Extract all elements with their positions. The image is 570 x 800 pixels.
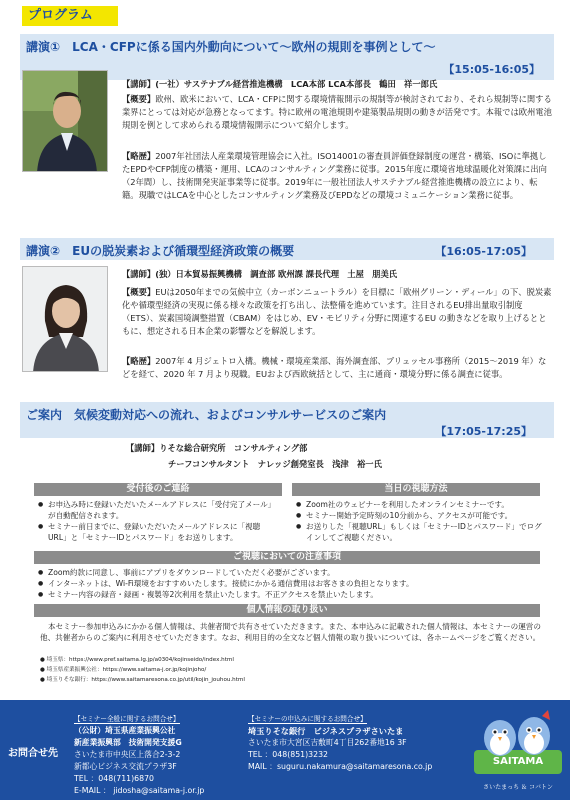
lecture2-header	[20, 238, 554, 260]
program-tag: プログラム	[22, 6, 118, 26]
after-registration-heading: 受付後のご連絡	[34, 483, 282, 496]
contact-line: （公財）埼玉県産業振興公社	[74, 726, 176, 735]
contact-left	[74, 706, 204, 797]
mascot-caption: さいたまっち ＆ コバトン	[483, 784, 553, 791]
contact-line: 新都心ビジネス交流プラザ3F	[74, 762, 177, 771]
lecture2-overview	[122, 286, 552, 338]
contact-right-header: 【セミナーの申込みに関するお問合せ】	[248, 715, 367, 723]
mascot	[472, 706, 564, 794]
overview-text: 欧州、欧米において、LCA・CFPに関する環境情報開示の規制等が検討されており、それら規制等に関する業界にとっては対応が急務となってます。特に欧州の電池規則や建築製品規則の動きが活発です。本報では欧州電池規則を例として求められる環境情報開示について紹介します。	[122, 94, 552, 130]
guidance-header	[20, 402, 554, 438]
list-item: ● お申込み時に登録いただいたメールアドレスに「受付完了メール」が自動配信されます。	[38, 499, 278, 521]
list-item: ● インターネットは、Wi-Fi環境をおすすめいたします。接続にかかる通信費用はお客さまの負担となります。	[38, 578, 548, 589]
bio-text: 2007年 4 月ジェトロ入構。機械・環境産業部、海外調査部、ブリュッセル事務所（2015～2019 年）などを経て、2020 年 7 月より現職。EUおよび西欧統括として、主に通商・環境分野に係る調査に従事。	[122, 356, 547, 379]
speaker-photo-woman	[23, 267, 108, 372]
lecture2-title: 講演② EUの脱炭素および循環型経済政策の概要	[26, 244, 295, 258]
contact-left-header: 【セミナー全般に関するお問合せ】	[74, 715, 180, 723]
contact-line: さいたま市大宮区吉敷町4丁目262番地16 3F	[248, 738, 407, 747]
contact-right	[248, 706, 432, 773]
link-text[interactable]: 埼玉りそな銀行：https://www.saitamaresona.co.jp/util/kojin_jouhou.html	[46, 677, 245, 683]
contact-label: お問合せ先	[8, 748, 58, 759]
list-item: ● セミナー内容の録音・録画・複製等2次利用を禁止いたします。不正アクセスを禁止いたします。	[38, 589, 548, 600]
notes-heading: ご視聴においての注意事項	[34, 551, 540, 564]
contact-line: 埼玉りそな銀行 ビジネスプラザさいたま	[248, 726, 404, 736]
contact-line: TEL ：048(711)6870	[74, 774, 154, 783]
viewing-method-list	[296, 499, 544, 543]
contact-line: 新産業振興部 技術開発支援G	[74, 738, 182, 747]
privacy-body: 本セミナー参加申込みにかかる個人情報は、共催者間で共有させていただきます。また、本申込みに記載された個人情報は、本セミナーの運営の他、共催者からのご案内に利用させていただきます。なお、利用目的の全文など個人情報の取り扱いについては、各ホームページをご覧ください。	[40, 622, 541, 642]
bio-label: 【略歴】	[122, 356, 156, 366]
contact-line: さいたま市中央区上落合2-3-2	[74, 750, 181, 759]
list-item: ● Zoom約款に同意し、事前にアプリをダウンロードしていただく必要がございます。	[38, 567, 548, 578]
guidance-speaker-line1: 【講師】りそな総合研究所 コンサルティング部	[126, 443, 308, 453]
privacy-link-2[interactable]: ● 埼玉県産業振興公社：https://www.saitama-j.or.jp/kojinjoho/	[40, 667, 207, 673]
speaker-photo-man	[23, 71, 108, 172]
bio-label: 【略歴】	[122, 151, 156, 161]
lecture1-time: 【15:05-16:05】	[443, 63, 540, 76]
overview-text: EUは2050年までの気候中立（カーボンニュートラル）を目標に「欧州グリーン・ディール」の下、脱炭素化や循環型経済の実現に係る様々な政策を打ち出し、法整備を進めています。注目されるEU排出量取引制度（ETS）、炭素国境調整措置（CBAM）をはじめ、EV・モビリティ分野に関連するEU の動きなどを取り上げるとともに、想定される日本企業の影響などを解説します。	[122, 287, 552, 336]
mascot-label: SAITAMA	[492, 756, 544, 767]
contact-email[interactable]: MAIL ：suguru.nakamura@saitamaresona.co.jp	[248, 762, 433, 771]
guidance-speaker-line2: チーフコンサルタント ナレッジ創発室長 浅津 裕一氏	[168, 459, 382, 469]
list-item: ● お送りした「視聴URL」もしくは「セミナーIDとパスワード」でログインしてご視聴ください。	[296, 521, 544, 543]
lecture2-time: 【16:05-17:05】	[435, 245, 532, 258]
lecture1-speaker-photo	[22, 70, 108, 172]
privacy-heading: 個人情報の取り扱い	[34, 604, 540, 617]
guidance-title: ご案内 気候変動対応への流れ、およびコンサルサービスのご案内	[26, 408, 387, 422]
lecture1-overview	[122, 93, 552, 132]
contact-email[interactable]: E-MAIL ： jidosha@saitama-j.or.jp	[74, 786, 205, 795]
list-item: ● Zoom社のウェビナーを利用したオンラインセミナーです。	[296, 499, 544, 510]
mascot-bird-icon	[472, 706, 564, 782]
guidance-time: 【17:05-17:25】	[435, 425, 532, 438]
bio-text: 2007年社団法人産業環境管理協会に入社。ISO14001の審査員評価登録制度の運営・構築、ISOに準拠したEPDやCFP制度の構築・運用、LCAのコンサルティング業務に従事。2015年度に環境省地球温暖化対策課に出向（2年間）し、技術開発実証事業等に従事。2019年に一般社団法人サステナブル経営推進機構の設立により、転籍。現職ではLCAを中心としたコンサルティング業務及びEPDなどの環境コミュニケーション業務に従事。	[122, 151, 547, 200]
contact-line: TEL ：048(851)3232	[248, 750, 328, 759]
after-registration-list	[38, 499, 278, 543]
lecture1-speaker: 【講師】(一社）サステナブル経営推進機構 LCA本部 LCA本部長 鶴田 祥一郎氏	[122, 79, 438, 89]
privacy-link-3[interactable]: ● 埼玉りそな銀行：https://www.saitamaresona.co.jp/util/kojin_jouhou.html	[40, 677, 245, 683]
lecture2-speaker: 【講師】(独）日本貿易振興機構 調査部 欧州課 課長代理 土屋 朋美氏	[122, 269, 398, 279]
privacy-link-1[interactable]: ● 埼玉県：https://www.pref.saitama.lg.jp/a0304/kojinseido/index.html	[40, 657, 234, 663]
overview-label: 【概要】	[122, 287, 156, 297]
link-text[interactable]: 埼玉県産業振興公社：https://www.saitama-j.or.jp/kojinjoho/	[46, 667, 207, 673]
viewing-method-heading: 当日の視聴方法	[292, 483, 540, 496]
notes-list	[38, 567, 548, 600]
overview-label: 【概要】	[122, 94, 156, 104]
list-item: ● セミナー開始予定時刻の10分前から、アクセスが可能です。	[296, 510, 544, 521]
lecture2-speaker-photo	[22, 266, 108, 372]
lecture1-title: 講演① LCA・CFPに係る国内外動向について～欧州の規則を事例として～	[26, 40, 436, 54]
lecture2-bio	[122, 355, 552, 381]
lecture1-bio	[122, 150, 552, 202]
link-text[interactable]: 埼玉県：https://www.pref.saitama.lg.jp/a0304/kojinseido/index.html	[46, 657, 234, 663]
list-item: ● セミナー前日までに、登録いただいたメールアドレスに「視聴 URL」と「セミナーIDとパスワード」をお送りします。	[38, 521, 278, 543]
contact-footer	[0, 700, 570, 800]
